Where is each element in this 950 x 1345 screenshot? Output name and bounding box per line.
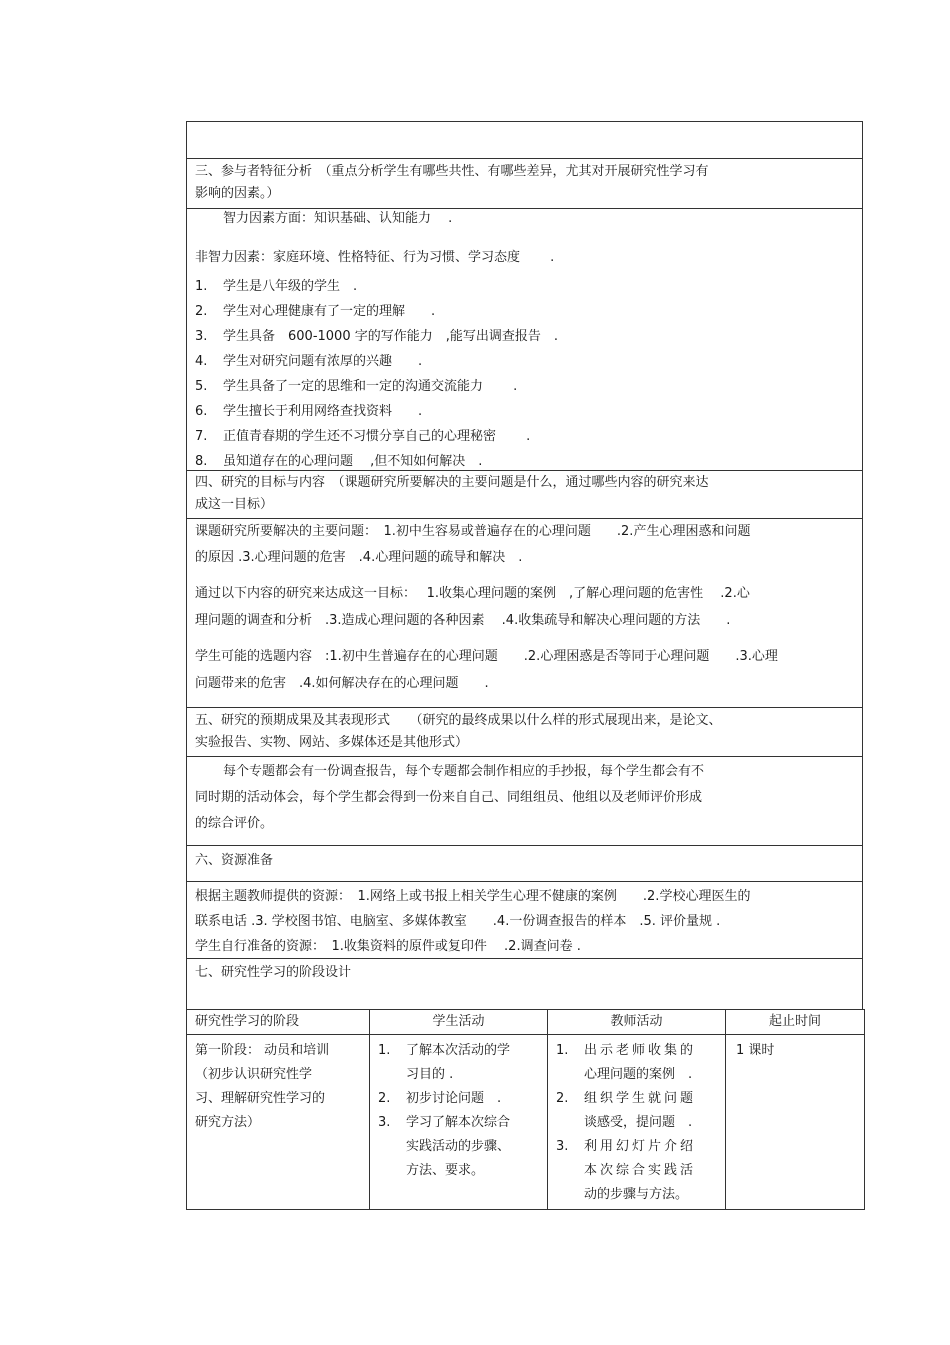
- list-item: 1. 出示老师收集的 心理问题的案例 .: [556, 1043, 697, 1082]
- student-activity-cell: [370, 1035, 548, 1210]
- research-content-line1: 通过以下内容的研究来达成这一目标： 1.收集心理问题的案例 ,了解心理问题的危害性 .2.心: [195, 586, 750, 601]
- list-item: 5. 学生具备了一定的思维和一定的沟通交流能力 .: [195, 379, 518, 394]
- teacher-resources-line1: 根据主题教师提供的资源： 1.网络上或书报上相关学生心理不健康的案例 .2.学校心理医生的: [195, 889, 751, 904]
- section-5-heading-line2: 实验报告、实物、网站、多媒体还是其他形式）: [195, 735, 469, 750]
- research-content-line2: 理问题的调查和分析 .3.造成心理问题的各种因素 .4.收集疏导和解决心理问题的方法 .: [195, 613, 731, 628]
- document-table: [186, 121, 863, 1009]
- section-7-heading: [186, 958, 863, 1009]
- list-item: 4. 学生对研究问题有浓厚的兴趣 .: [195, 354, 423, 369]
- table-row: [187, 1035, 865, 1210]
- student-resources: 学生自行准备的资源： 1.收集资料的原件或复印件 .2.调查问卷 .: [195, 939, 581, 954]
- stage-desc-line: （初步认识研究性学: [195, 1067, 313, 1082]
- section-4-body: [186, 518, 863, 707]
- empty-top-row: [186, 121, 863, 158]
- topic-options-line1: 学生可能的选题内容 :1.初中生普遍存在的心理问题 .2.心理困惑是否等同于心理问题 .3.心理: [195, 649, 778, 664]
- section-4-heading-line1: 四、研究的目标与内容 （课题研究所要解决的主要问题是什么，通过哪些内容的研究来达: [195, 475, 709, 490]
- list-item: 1. 了解本次活动的学 习目的 .: [378, 1043, 511, 1082]
- list-item: 3. 学生具备 600-1000 字的写作能力 ,能写出调查报告 .: [195, 329, 558, 344]
- list-item: 2. 初步讨论问题 .: [378, 1091, 502, 1106]
- list-item: 2. 组织学生就问题 谈感受，提问题 .: [556, 1091, 697, 1130]
- section-3-heading-line2: 影响的因素。）: [195, 186, 280, 201]
- section-4-heading-line2: 成这一目标）: [195, 497, 274, 512]
- list-item: 6. 学生擅长于利用网络查找资料 .: [195, 404, 423, 419]
- stage-name: 第一阶段： 动员和培训: [195, 1043, 330, 1058]
- list-item: 3. 学习了解本次综合 实践活动的步骤、 方法、要求。: [378, 1115, 511, 1178]
- intelligence-factors: 智力因素方面：知识基础、认知能力 .: [223, 211, 453, 226]
- expected-outcome-line3: 的综合评价。: [195, 816, 274, 831]
- stage-cell: [187, 1035, 370, 1210]
- list-item: 8. 虽知道存在的心理问题 ,但不知如何解决 .: [195, 454, 483, 469]
- section-5-heading-line1: 五、研究的预期成果及其表现形式 （研究的最终成果以什么样的形式展现出来，是论文、: [195, 713, 722, 728]
- stage-design-table: [186, 1009, 865, 1210]
- main-problems-line1: 课题研究所要解决的主要问题： 1.初中生容易或普遍存在的心理问题 .2.产生心理困惑和问题: [195, 524, 751, 539]
- list-item: 2. 学生对心理健康有了一定的理解 .: [195, 304, 436, 319]
- section-5-body: [186, 756, 863, 845]
- list-item: 7. 正值青春期的学生还不习惯分享自己的心理秘密 .: [195, 429, 531, 444]
- list-item: 3. 利用幻灯片介绍 本次综合实践活 动的步骤与方法。: [556, 1139, 697, 1202]
- main-problems-line2: 的原因 .3.心理问题的危害 .4.心理问题的疏导和解决 .: [195, 550, 523, 565]
- topic-options-line2: 问题带来的危害 .4.如何解决存在的心理问题 .: [195, 676, 489, 691]
- header-student-activity: 学生活动: [370, 1010, 548, 1035]
- section-6-heading: [186, 845, 863, 881]
- teacher-resources-line2: 联系电话 .3. 学校图书馆、电脑室、多媒体教室 .4.一份调查报告的样本 .5. 评价量规 .: [195, 914, 721, 929]
- stage-desc-line: 研究方法）: [195, 1115, 261, 1130]
- header-teacher-activity: 教师活动: [548, 1010, 726, 1035]
- section-7-title: 七、研究性学习的阶段设计: [195, 965, 352, 980]
- header-stage: 研究性学习的阶段: [187, 1010, 370, 1035]
- section-3-body: [186, 208, 863, 470]
- section-3-heading: [186, 158, 863, 208]
- list-item: 1. 学生是八年级的学生 .: [195, 279, 358, 294]
- stage-desc-line: 习、理解研究性学习的: [195, 1091, 326, 1106]
- non-intelligence-factors: 非智力因素：家庭环境、性格特征、行为习惯、学习态度 .: [195, 250, 555, 265]
- section-3-heading-line1: 三、参与者特征分析 （重点分析学生有哪些共性、有哪些差异，尤其对开展研究性学习有: [195, 164, 709, 179]
- expected-outcome-line2: 同时期的活动体会，每个学生都会得到一份来自自己、同组组员、他组以及老师评价形成: [195, 790, 703, 805]
- time-cell: 1 课时: [726, 1035, 865, 1210]
- section-6-title: 六、资源准备: [195, 853, 274, 868]
- section-6-body: [186, 881, 863, 958]
- section-5-heading: [186, 707, 863, 756]
- stage-table-header-row: [187, 1010, 865, 1035]
- section-4-heading: [186, 470, 863, 518]
- header-time: 起止时间: [726, 1010, 865, 1035]
- expected-outcome-line1: 每个专题都会有一份调查报告，每个专题都会制作相应的手抄报，每个学生都会有不: [223, 764, 705, 779]
- teacher-activity-cell: [548, 1035, 726, 1210]
